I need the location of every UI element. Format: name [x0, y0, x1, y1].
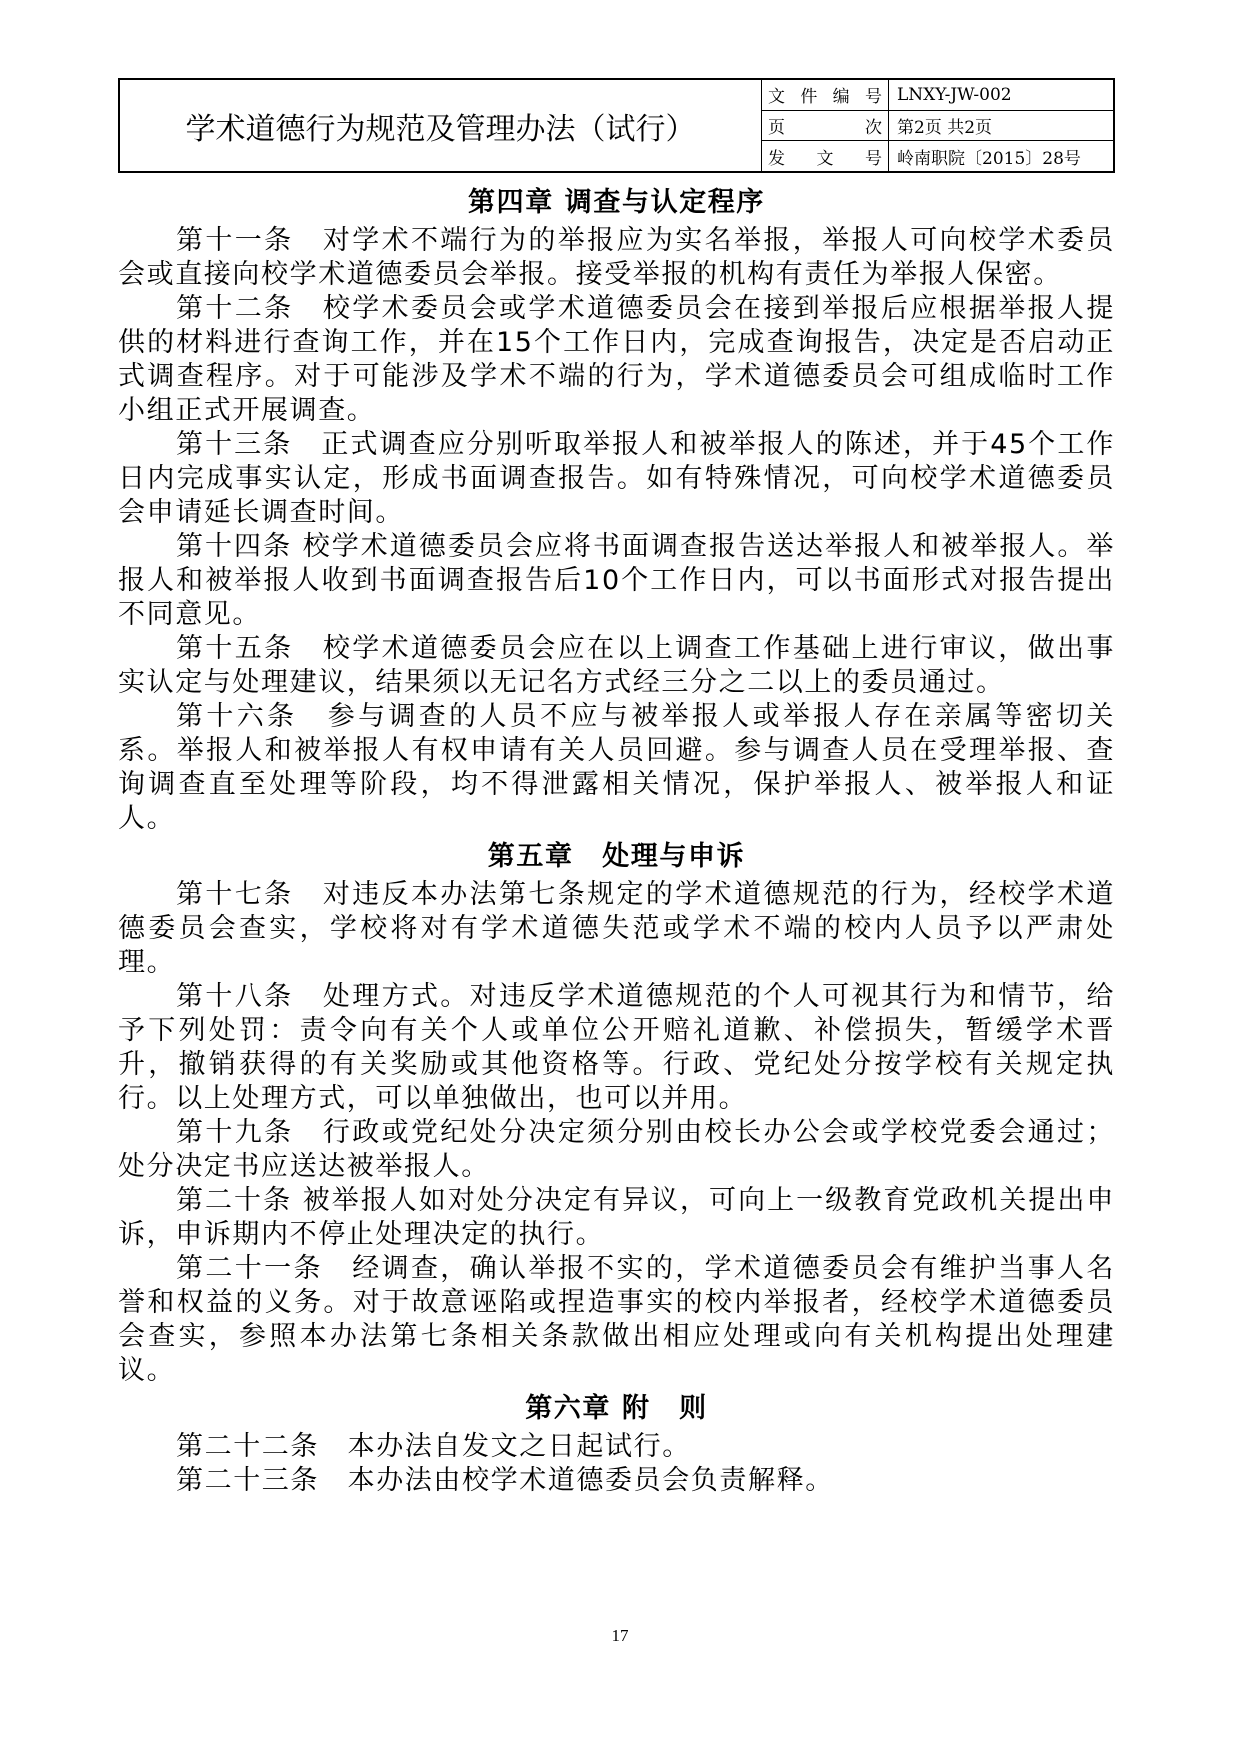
document-header-table	[118, 78, 1115, 173]
document-body	[118, 182, 1115, 1498]
meta-row-doc-number	[762, 80, 1113, 111]
article-paragraph: 第二十一条 经调查，确认举报不实的，学术道德委员会有维护当事人名誉和权益的义务。对于故意诬陷或捏造事实的校内举报者，经校学术道德委员会查实，参照本办法第七条相关条款做出相应处理或向有关机构提出处理建议。	[118, 1253, 1115, 1386]
article-paragraph: 第十一条 对学术不端行为的举报应为实名举报，举报人可向校学术委员会或直接向校学术道德委员会举报。接受举报的机构有责任为举报人保密。	[118, 225, 1115, 290]
article-paragraph: 第十九条 行政或党纪处分决定须分别由校长办公会或学校党委会通过；处分决定书应送达被举报人。	[118, 1117, 1115, 1182]
chapter-heading: 第四章 调查与认定程序	[468, 187, 765, 218]
meta-key: 发 文 号	[762, 141, 889, 171]
article-paragraph: 第十八条 处理方式。对违反学术道德规范的个人可视其行为和情节，给予下列处罚：责令向有关个人或单位公开赔礼道歉、补偿损失，暂缓学术晋升，撤销获得的有关奖励或其他资格等。行政、党纪处分按学校有关规定执行。以上处理方式，可以单独做出，也可以并用。	[118, 981, 1115, 1114]
article-paragraph: 第十七条 对违反本办法第七条规定的学术道德规范的行为，经校学术道德委员会查实，学校将对有学术道德失范或学术不端的校内人员予以严肃处理。	[118, 879, 1115, 978]
meta-value: 岭南职院〔2015〕28号	[897, 148, 1081, 169]
chapter-heading: 第五章 处理与申诉	[487, 841, 746, 872]
meta-row-issue-number	[762, 141, 1113, 171]
article-paragraph: 第二十三条 本办法由校学术道德委员会负责解释。	[176, 1465, 834, 1496]
meta-key: 页 次	[762, 111, 889, 141]
article-paragraph: 第十二条 校学术委员会或学术道德委员会在接到举报后应根据举报人提供的材料进行查询工作，并在15个工作日内，完成查询报告，决定是否启动正式调查程序。对于可能涉及学术不端的行为，学术道德委员会可组成临时工作小组正式开展调查。	[118, 293, 1115, 426]
meta-row-page	[762, 111, 1113, 142]
article-paragraph: 第二十二条 本办法自发文之日起试行。	[176, 1431, 691, 1462]
article-paragraph: 第十四条 校学术道德委员会应将书面调查报告送达举报人和被举报人。举报人和被举报人收到书面调查报告后10个工作日内，可以书面形式对报告提出不同意见。	[118, 531, 1115, 630]
document-meta	[762, 80, 1113, 171]
meta-key: 文 件 编 号	[762, 80, 889, 110]
meta-value: LNXY-JW-002	[897, 84, 1012, 105]
article-paragraph: 第十三条 正式调查应分别听取举报人和被举报人的陈述，并于45个工作日内完成事实认定，形成书面调查报告。如有特殊情况，可向校学术道德委员会申请延长调查时间。	[118, 429, 1115, 528]
article-paragraph: 第十五条 校学术道德委员会应在以上调查工作基础上进行审议，做出事实认定与处理建议，结果须以无记名方式经三分之二以上的委员通过。	[118, 633, 1115, 698]
article-paragraph: 第二十条 被举报人如对处分决定有异议，可向上一级教育党政机关提出申诉，申诉期内不停止处理决定的执行。	[118, 1185, 1115, 1250]
article-paragraph: 第十六条 参与调查的人员不应与被举报人或举报人存在亲属等密切关系。举报人和被举报人有权申请有关人员回避。参与调查人员在受理举报、查询调查直至处理等阶段，均不得泄露相关情况，保护举报人、被举报人和证人。	[118, 701, 1115, 834]
document-title: 学术道德行为规范及管理办法（试行）	[120, 80, 762, 171]
chapter-heading: 第六章 附 则	[525, 1393, 708, 1424]
meta-value: 第2页 共2页	[897, 118, 993, 138]
page-number: 17	[611, 1626, 629, 1645]
